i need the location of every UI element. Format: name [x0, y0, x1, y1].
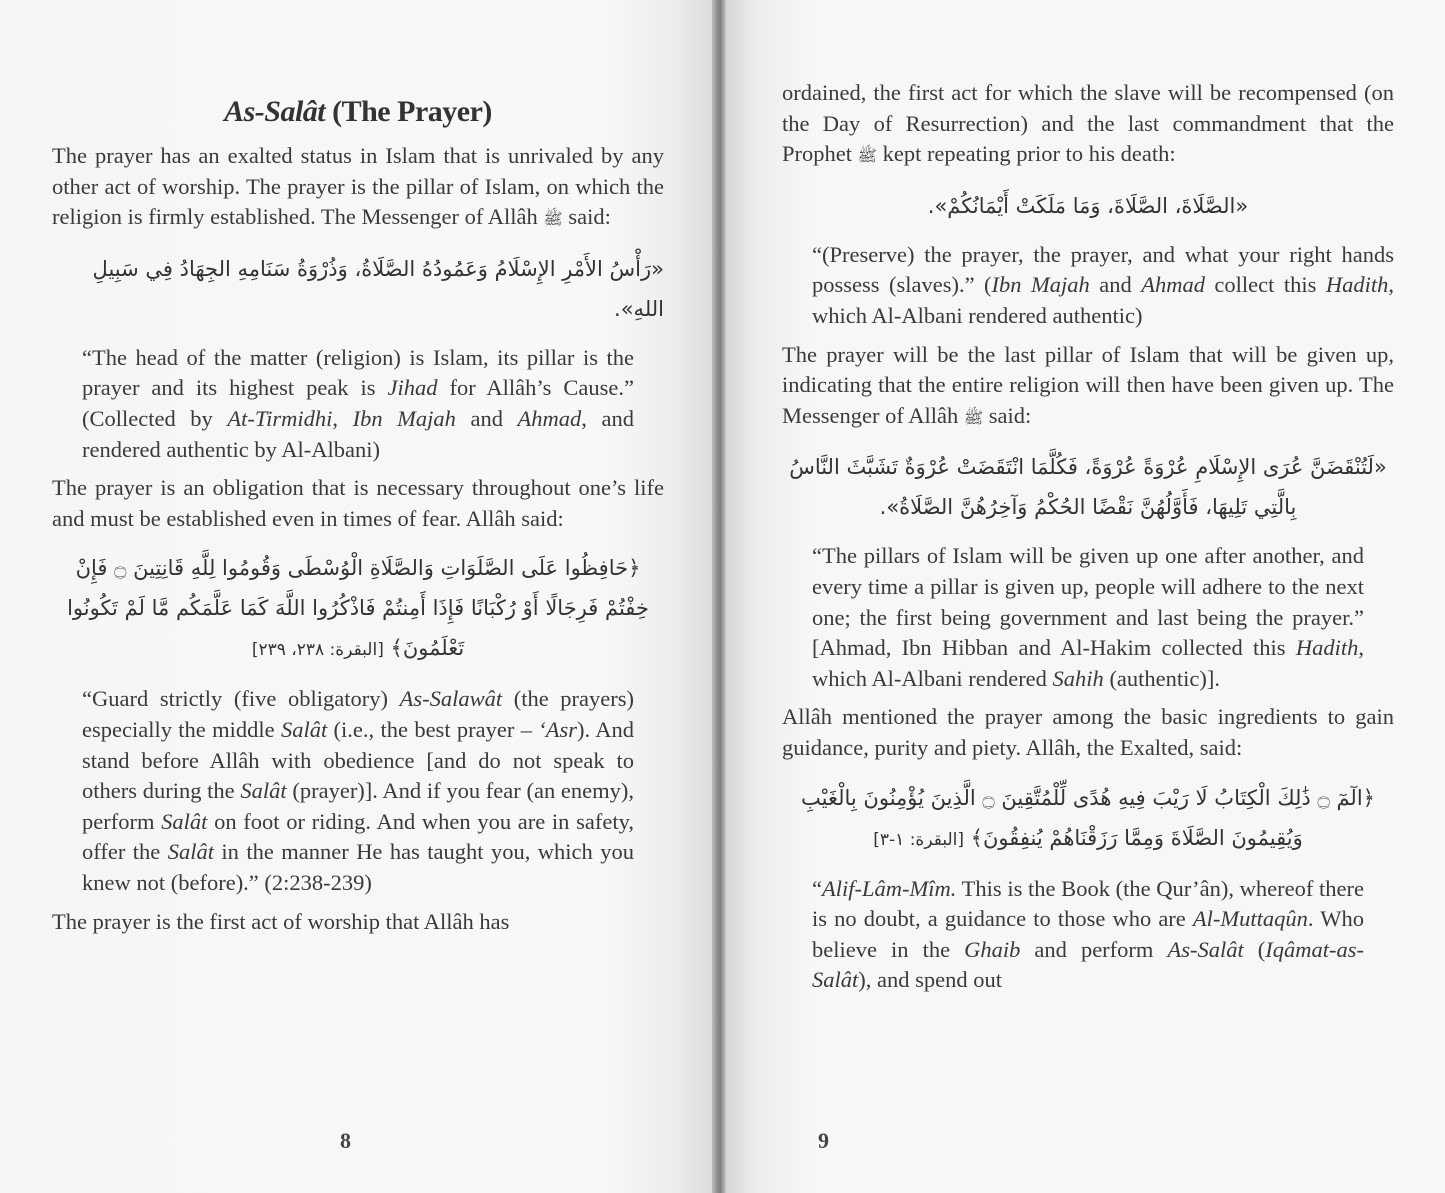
text: ( [1243, 936, 1266, 962]
paragraph-text: The prayer will be the last pillar of Islam that will be given up, indicating that the entire religion will then have been given up. The Messenger of Allâh [782, 341, 1394, 428]
paragraph-first-act: The prayer is the first act of worship that Allâh has [52, 908, 510, 934]
ayah-reference: [البقرة: ١-٣] [873, 829, 964, 850]
text-italic: ‘Asr [538, 716, 578, 742]
text: , which Al-Albani rendered authentic) [812, 272, 1394, 328]
text-italic: Hadith [1295, 635, 1359, 661]
text: (the prayers) especially the middle [82, 686, 634, 742]
text-italic: Ahmad [1141, 272, 1205, 298]
text-italic: Salât [161, 808, 208, 834]
hadith-arabic-2: «الصَّلَاةَ، الصَّلَاةَ، وَمَا مَلَكَتْ أَيْمَانُكُمْ». [927, 193, 1249, 218]
paragraph-text-tail: said: [983, 402, 1032, 428]
chapter-title-rest: (The Prayer) [325, 95, 492, 128]
paragraph-text-tail: kept repeating prior to his death: [876, 141, 1176, 167]
text-italic: Al-Muttaqûn [1192, 906, 1308, 932]
text: , [332, 405, 353, 431]
paragraph-text: The prayer has an exalted status in Islam that is unrivaled by any other act of worship. The prayer is the pillar of Islam, on which the religion is firmly established. The Messenger of Allâh [52, 143, 664, 230]
text-italic: As-Salât [1167, 936, 1244, 962]
text: (authentic)]. [1103, 665, 1221, 691]
right-page-content [782, 78, 1394, 1004]
text: on foot or riding. And when you are in safety, offer the [82, 808, 634, 865]
text: This is the Book (the Qur’ân), whereof there is no doubt, a guidance to those who are [812, 875, 1364, 932]
paragraph-ordained [782, 78, 1394, 172]
text: ), and spend out [858, 967, 1002, 993]
paragraph-text-tail: said: [562, 204, 611, 230]
page-number-left: 8 [340, 1128, 351, 1153]
salla-icon: ﷺ [857, 146, 877, 166]
text-italic: Jihad [387, 375, 438, 401]
salla-icon: ﷺ [543, 209, 563, 229]
ayah-reference: [البقرة: ٢٣٨، ٢٣٩] [251, 640, 384, 661]
ayah-text: ﴿حَافِظُوا عَلَى الصَّلَوَاتِ وَالصَّلَاةِ الْوُسْطَى وَقُومُوا لِلَّهِ قَانِتِينَ ۝ فَإِنْ خِفْتُمْ فَرِجَالًا أَوْ رُكْبَانًا فَإِذَا أَمِنتُمْ فَاذْكُرُوا اللَّهَ كَمَا عَلَّمَكُم مَّا لَمْ تَكُونُوا تَعْلَمُونَ﴾ [67, 556, 649, 661]
chapter-title-italic: As-Salât [224, 95, 326, 128]
text: “ [812, 875, 822, 901]
left-page-content [52, 95, 664, 945]
paragraph-status-of-prayer [52, 141, 664, 235]
hadith-arabic-3: «لَتُنْقَضَنَّ عُرَى الإِسْلَامِ عُرْوَةً عُرْوَةً، فَكُلَّمَا انْتَقَضَتْ عُرْوَةٌ تَشَبَّثَ النَّاسُ بِالَّتِي تَلِيهَا، فَأَوَّلُهُنَّ نَقْضًا الحُكْمُ وَآخِرُهُنَّ الصَّلَاةُ». [789, 455, 1387, 520]
paragraph-guidance: Allâh mentioned the prayer among the basic ingredients to gain guidance, purity and piety. Allâh, the Exalted, said: [782, 704, 1394, 760]
text: , and rendered authentic by Al-Albani) [82, 405, 634, 462]
book-gutter [712, 0, 726, 1193]
ayah-translation-2 [782, 874, 1394, 996]
text: (i.e., the best prayer – [327, 716, 539, 742]
left-page [0, 0, 712, 1193]
text: “The pillars of Islam will be given up one after another, and every time a pillar is given up, people will adhere to the next one; the first being government and last being the prayer.” [Ahmad, Ibn Hibban and Al-Hakim collected this [812, 543, 1364, 661]
text-italic: At-Tirmidhi [227, 405, 333, 431]
hadith-translation-2 [782, 240, 1394, 332]
text: in the manner He has taught you, which you knew not (before).” (2:238-239) [82, 839, 634, 895]
text-italic: Ibn Majah [352, 405, 456, 431]
text: collect this [1204, 272, 1326, 298]
text-italic: Ghaib [964, 936, 1021, 962]
text: ). And stand before Allâh with obedience [and do not speak to others during the [82, 716, 635, 804]
text-italic: Ahmad [517, 405, 582, 431]
paragraph-obligation: The prayer is an obligation that is necessary throughout one’s life and must be established even in times of fear. Allâh said: [52, 475, 664, 531]
text-italic: As-Salawât [399, 686, 503, 712]
paragraph-last-pillar [782, 340, 1394, 434]
text: . Who believe in the [812, 906, 1364, 962]
hadith-translation-3 [782, 541, 1394, 694]
text: “Guard strictly (five obligatory) [82, 686, 400, 712]
text: , which Al-Albani rendered [812, 635, 1364, 691]
text: for Allâh’s Cause.” (Collected by [82, 375, 634, 431]
text-italic: Salât [240, 778, 287, 804]
paragraph-text: ordained, the first act for which the slave will be recompensed (on the Day of Resurrection) and the last commandment that the Prophet [782, 80, 1394, 167]
text-italic: Salât [167, 839, 214, 865]
text-italic: Sahih [1052, 665, 1104, 691]
text-italic: Hadith [1325, 272, 1389, 298]
text: and [1089, 272, 1142, 298]
text: “The head of the matter (religion) is Islam, its pillar is the prayer and its highest peak is [82, 344, 634, 401]
hadith-arabic-1: «رَأْسُ الأَمْرِ الإِسْلَامُ وَعَمُودُهُ الصَّلَاةُ، وَذُرْوَةُ سَنَامِهِ الجِهَادُ فِي سَبِيلِ اللهِ». [92, 256, 664, 321]
text: (prayer)]. And if you fear (an enemy), perform [82, 778, 635, 834]
ayah-arabic-2 [782, 778, 1394, 860]
text: “(Preserve) the prayer, the prayer, and what your right hands possess (slaves).” ( [812, 241, 1394, 298]
chapter-title [52, 95, 664, 129]
ayah-arabic-1 [52, 548, 664, 670]
right-page [726, 0, 1445, 1193]
ayah-text: ﴿الٓمٓ ۝ ذَٰلِكَ الْكِتَابُ لَا رَيْبَ فِيهِ هُدًى لِّلْمُتَّقِينَ ۝ الَّذِينَ يُؤْمِنُونَ بِالْغَيْبِ وَيُقِيمُونَ الصَّلَاةَ وَمِمَّا رَزَقْنَاهُمْ يُنفِقُونَ﴾ [801, 785, 1375, 850]
ayah-translation-1 [52, 684, 664, 898]
text-italic: Iqâmat-as-Salât [812, 936, 1364, 993]
page-number-right: 9 [818, 1128, 829, 1153]
text: and perform [1020, 936, 1168, 962]
text-italic: Salât [280, 716, 328, 742]
text: and [455, 405, 518, 431]
salla-icon: ﷺ [963, 407, 984, 427]
text-italic: Alif-Lâm-Mîm. [822, 875, 957, 901]
text-italic: Ibn Majah [991, 272, 1090, 298]
hadith-translation-1 [52, 343, 664, 465]
